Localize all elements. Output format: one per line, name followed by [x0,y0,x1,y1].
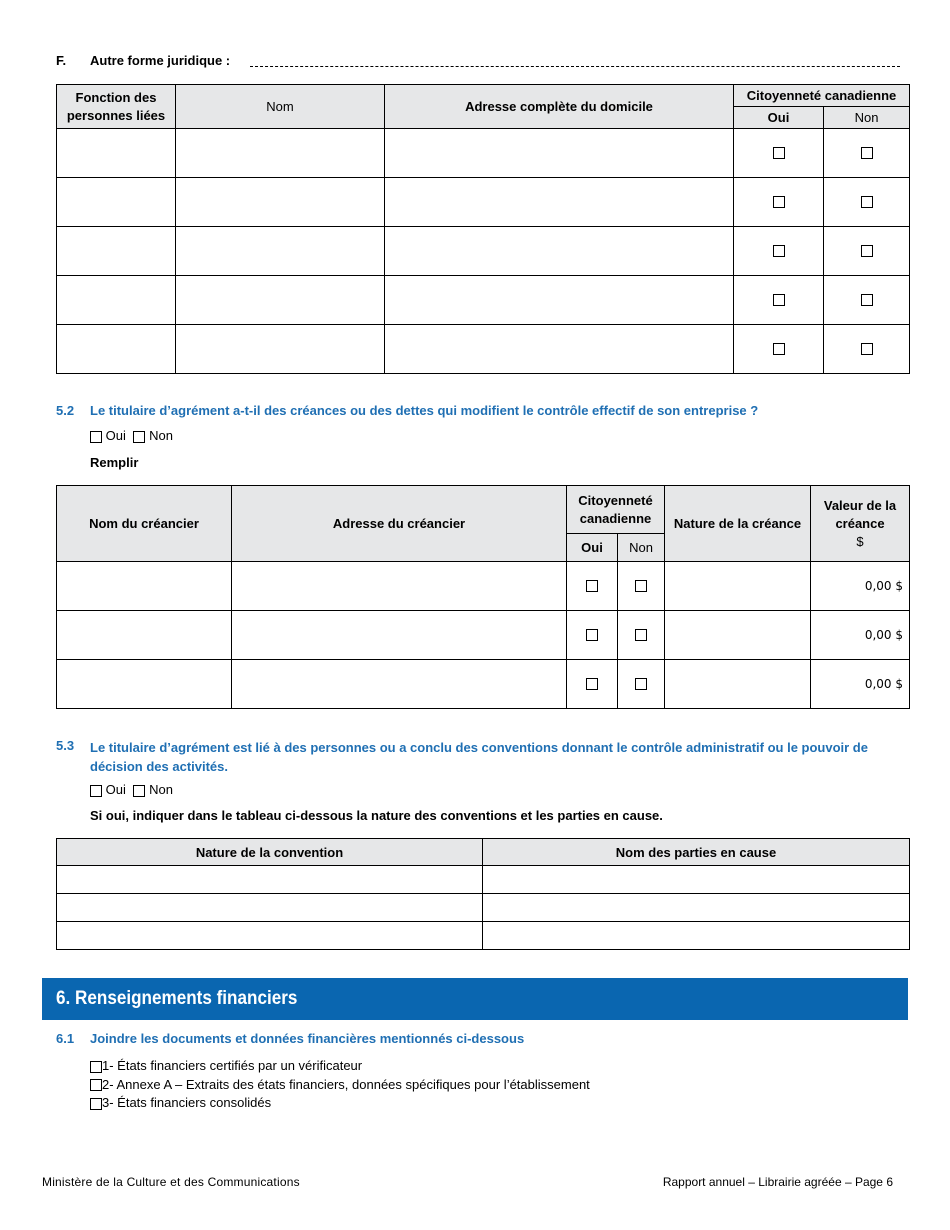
adresse-cell[interactable] [385,276,734,325]
conventions-table [56,838,910,950]
valeur-creance-cell[interactable]: 0,00 $ [811,660,910,709]
list-item [90,1076,590,1095]
header-citoyennete: Citoyenneté canadienne [567,486,665,534]
parties-cell[interactable] [483,894,910,922]
valeur-label: Valeur de la créance [823,497,897,531]
table-row [57,276,910,325]
q53-non-label: Non [149,782,173,797]
adresse-cell[interactable] [385,227,734,276]
section6-banner [42,978,908,1020]
fonction-cell[interactable] [57,276,176,325]
non-checkbox[interactable] [861,343,873,355]
table-row [57,922,910,950]
non-checkbox[interactable] [635,678,647,690]
adresse-cell[interactable] [385,178,734,227]
oui-checkbox[interactable] [773,343,785,355]
nom-cell[interactable] [176,227,385,276]
parties-cell[interactable] [483,922,910,950]
section-f-label: Autre forme juridique : [90,53,231,68]
oui-checkbox[interactable] [773,294,785,306]
nom-cell[interactable] [176,325,385,374]
valeur-creance-cell[interactable]: 0,00 $ [811,562,910,611]
fonction-cell[interactable] [57,325,176,374]
valeur-unit: $ [856,533,864,549]
q61-number: 6.1 [56,1031,75,1046]
nature-creance-cell[interactable] [665,660,811,709]
oui-checkbox[interactable] [773,245,785,257]
doc3-label: 3- États financiers consolidés [102,1095,272,1110]
list-item [90,1057,590,1076]
q52-text: Le titulaire d’agrément a-t-il des créances ou des dettes qui modifient le contrôle effectif de son entreprise ? [90,403,759,418]
header-non: Non [824,107,910,129]
creanciers-table [56,485,910,709]
q53-oui-checkbox[interactable] [90,785,102,797]
doc2-checkbox[interactable] [90,1079,102,1091]
q61-text: Joindre les documents et données financières mentionnés ci-dessous [90,1031,525,1046]
section6-title: 6. Renseignements financiers [56,988,298,1009]
table-row [57,660,910,709]
table-row [57,894,910,922]
header-nom-creancier: Nom du créancier [57,486,232,562]
q53-instruction: Si oui, indiquer dans le tableau ci-dessous la nature des conventions et les parties en cause. [90,808,663,823]
header-nature-convention: Nature de la convention [57,839,483,866]
personnes-liees-table [56,84,910,374]
oui-checkbox[interactable] [586,629,598,641]
table-row [57,562,910,611]
nom-cell[interactable] [176,276,385,325]
non-checkbox[interactable] [635,629,647,641]
oui-checkbox[interactable] [586,580,598,592]
q53-text: Le titulaire d’agrément est lié à des personnes ou a conclu des conventions donnant le contrôle administratif ou le pouvoir de décision des activités. [90,740,868,774]
adresse-cell[interactable] [385,325,734,374]
section-f-letter: F. [56,53,67,68]
nature-convention-cell[interactable] [57,922,483,950]
q52-non-label: Non [149,428,173,443]
table-row [57,178,910,227]
q53-options [90,782,173,797]
oui-checkbox[interactable] [773,147,785,159]
fonction-cell[interactable] [57,129,176,178]
header-nature-creance: Nature de la créance [665,486,811,562]
table-row [57,227,910,276]
q52-instruction: Remplir [90,455,139,470]
nom-cell[interactable] [176,129,385,178]
list-item [90,1094,590,1113]
q52-oui-checkbox[interactable] [90,431,102,443]
nom-creancier-cell[interactable] [57,611,232,660]
header-adresse-creancier: Adresse du créancier [232,486,567,562]
non-checkbox[interactable] [861,196,873,208]
table-row [57,325,910,374]
q52-options [90,428,173,443]
non-checkbox[interactable] [861,147,873,159]
nom-creancier-cell[interactable] [57,660,232,709]
header-non: Non [618,534,665,562]
header-valeur-creance [811,486,910,562]
oui-checkbox[interactable] [586,678,598,690]
nature-convention-cell[interactable] [57,866,483,894]
nom-cell[interactable] [176,178,385,227]
adresse-creancier-cell[interactable] [232,611,567,660]
header-adresse: Adresse complète du domicile [385,85,734,129]
header-fonction: Fonction des personnes liées [57,85,176,129]
header-parties: Nom des parties en cause [483,839,910,866]
oui-checkbox[interactable] [773,196,785,208]
doc1-checkbox[interactable] [90,1061,102,1073]
footer-right: Rapport annuel – Librairie agréée – Page 6 [662,1175,893,1189]
q52-oui-label: Oui [105,428,126,443]
nature-creance-cell[interactable] [665,562,811,611]
table-row [57,866,910,894]
table-row [57,611,910,660]
q52-number: 5.2 [56,403,75,418]
q53-non-checkbox[interactable] [133,785,145,797]
doc1-label: 1- États financiers certifiés par un vérificateur [102,1058,363,1073]
documents-list [90,1057,590,1113]
nom-creancier-cell[interactable] [57,562,232,611]
table-row [57,129,910,178]
autre-forme-juridique-field[interactable] [250,52,900,67]
fonction-cell[interactable] [57,227,176,276]
header-nom: Nom [176,85,385,129]
nature-convention-cell[interactable] [57,894,483,922]
header-oui: Oui [567,534,618,562]
footer-left: Ministère de la Culture et des Communications [42,1175,300,1189]
non-checkbox[interactable] [861,294,873,306]
doc3-checkbox[interactable] [90,1098,102,1110]
adresse-creancier-cell[interactable] [232,562,567,611]
nature-creance-cell[interactable] [665,611,811,660]
header-citoyennete: Citoyenneté canadienne [734,85,910,107]
valeur-creance-cell[interactable]: 0,00 $ [811,611,910,660]
adresse-cell[interactable] [385,129,734,178]
adresse-creancier-cell[interactable] [232,660,567,709]
q53-oui-label: Oui [105,782,126,797]
non-checkbox[interactable] [861,245,873,257]
header-oui: Oui [734,107,824,129]
parties-cell[interactable] [483,866,910,894]
fonction-cell[interactable] [57,178,176,227]
q53-number: 5.3 [56,738,75,753]
q52-non-checkbox[interactable] [133,431,145,443]
doc2-label: 2- Annexe A – Extraits des états financiers, données spécifiques pour l’établissement [102,1076,590,1092]
non-checkbox[interactable] [635,580,647,592]
